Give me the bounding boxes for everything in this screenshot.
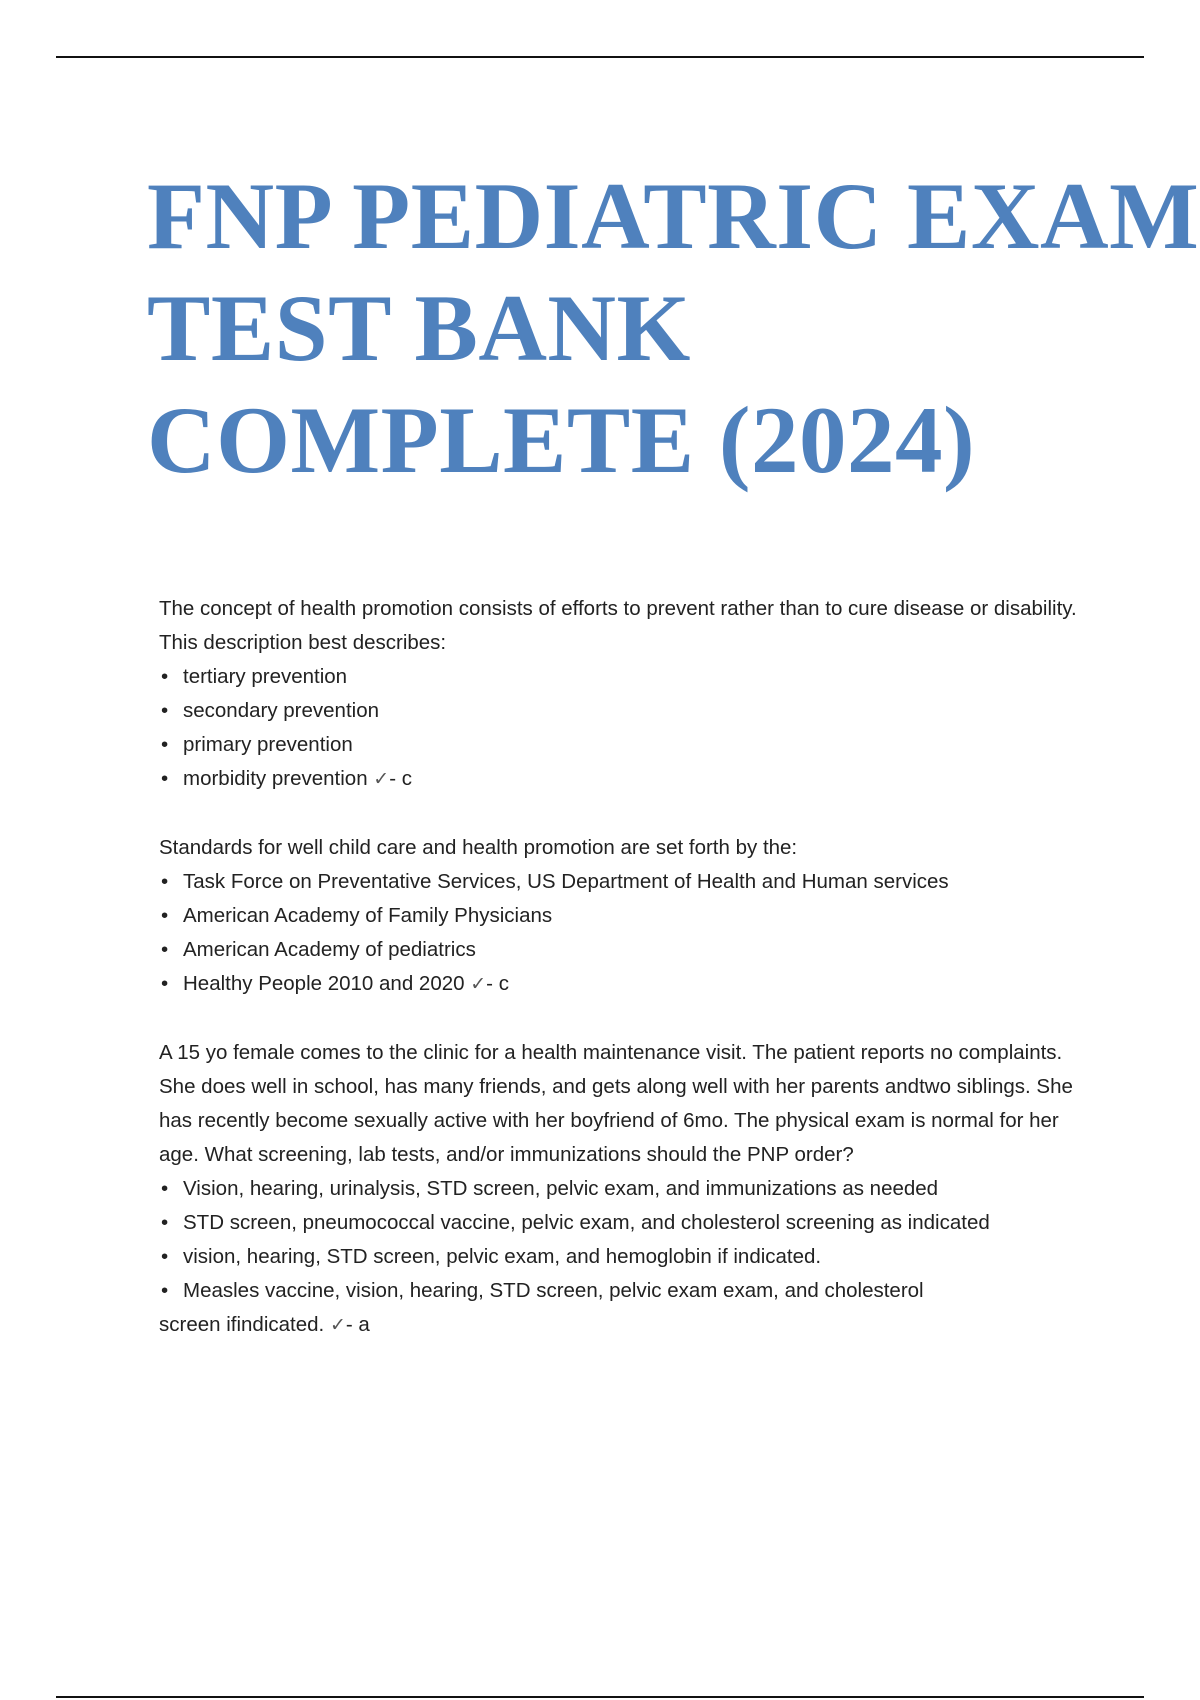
option-item bbox=[159, 1274, 1089, 1308]
option-text: vision, hearing, STD screen, pelvic exam, and hemoglobin if indicated. bbox=[183, 1245, 822, 1268]
option-item bbox=[159, 865, 1089, 899]
option-text: morbidity prevention bbox=[183, 767, 368, 790]
bottom-horizontal-rule bbox=[56, 1696, 1144, 1698]
answer-label: - c bbox=[389, 767, 412, 790]
question-3-text: A 15 yo female comes to the clinic for a health maintenance visit. The patient reports no complaints. She does well in school, has many friends, and gets along well with her parents andtwo siblings. She has recently become sexually active with her boyfriend of 6mo. The physical exam is normal for her age. What screening, lab tests, and/or immunizations should the PNP order? bbox=[159, 1041, 1073, 1166]
bullet-icon: • bbox=[161, 870, 169, 893]
option-text: Healthy People 2010 and 2020 bbox=[183, 972, 465, 995]
option-text: tertiary prevention bbox=[183, 665, 348, 688]
bullet-icon: • bbox=[161, 1211, 169, 1234]
answer-label: - c bbox=[486, 972, 509, 995]
question-1-text: The concept of health promotion consists of efforts to prevent rather than to cure disease or disability. This description best describes: bbox=[159, 597, 1077, 654]
question-2-options bbox=[159, 865, 1089, 1001]
question-3-answer-line bbox=[159, 1308, 1089, 1342]
option-item bbox=[159, 899, 1089, 933]
question-1-options bbox=[159, 660, 1089, 796]
title-line-2: TEST BANK bbox=[147, 275, 691, 381]
bullet-icon: • bbox=[161, 972, 169, 995]
bullet-icon: • bbox=[161, 733, 169, 756]
document-title bbox=[147, 160, 1199, 496]
question-2-text: Standards for well child care and health promotion are set forth by the: bbox=[159, 836, 798, 859]
option-item bbox=[159, 660, 1089, 694]
bullet-icon: • bbox=[161, 665, 169, 688]
bullet-icon: • bbox=[161, 1279, 169, 1302]
option-text: Task Force on Preventative Services, US Department of Health and Human services bbox=[183, 870, 949, 893]
option-item bbox=[159, 1240, 1089, 1274]
bullet-icon: • bbox=[161, 1177, 169, 1200]
bullet-icon: • bbox=[161, 938, 169, 961]
option-text: STD screen, pneumococcal vaccine, pelvic exam, and cholesterol screening as indicated bbox=[183, 1211, 990, 1234]
check-mark-icon: ✓ bbox=[329, 1314, 346, 1336]
option-item bbox=[159, 762, 1089, 796]
question-2 bbox=[159, 831, 1089, 1001]
title-line-1: FNP PEDIATRIC EXAM bbox=[147, 163, 1200, 269]
question-1 bbox=[159, 592, 1089, 796]
trailing-text: screen ifindicated. bbox=[159, 1313, 325, 1336]
option-text: Vision, hearing, urinalysis, STD screen, pelvic exam, and immunizations as needed bbox=[183, 1177, 939, 1200]
option-item bbox=[159, 1206, 1089, 1240]
question-list bbox=[159, 592, 1089, 1377]
question-3-options bbox=[159, 1172, 1089, 1308]
bullet-icon: • bbox=[161, 767, 169, 790]
bullet-icon: • bbox=[161, 699, 169, 722]
option-text: American Academy of pediatrics bbox=[183, 938, 476, 961]
question-3 bbox=[159, 1036, 1089, 1342]
title-line-3: COMPLETE (2024) bbox=[147, 387, 976, 493]
option-item bbox=[159, 967, 1089, 1001]
bullet-icon: • bbox=[161, 1245, 169, 1268]
option-item bbox=[159, 933, 1089, 967]
option-text: primary prevention bbox=[183, 733, 353, 756]
check-mark-icon: ✓ bbox=[373, 768, 390, 790]
option-item bbox=[159, 1172, 1089, 1206]
option-item bbox=[159, 694, 1089, 728]
option-text: Measles vaccine, vision, hearing, STD screen, pelvic exam exam, and cholesterol bbox=[183, 1279, 924, 1302]
bullet-icon: • bbox=[161, 904, 169, 927]
top-horizontal-rule bbox=[56, 56, 1144, 58]
check-mark-icon: ✓ bbox=[470, 973, 487, 995]
answer-label: - a bbox=[345, 1313, 370, 1336]
option-text: secondary prevention bbox=[183, 699, 380, 722]
option-text: American Academy of Family Physicians bbox=[183, 904, 553, 927]
option-item bbox=[159, 728, 1089, 762]
